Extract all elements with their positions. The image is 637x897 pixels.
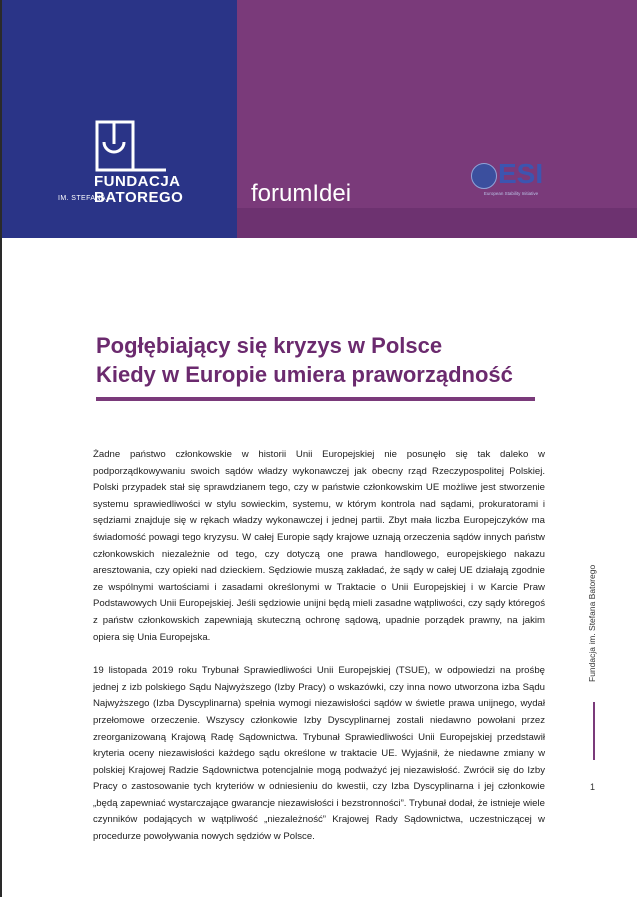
forum-idei-label: forumIdei — [251, 180, 352, 207]
paragraph-2: 19 listopada 2019 roku Trybunał Sprawiedliwości Unii Europejskiej (TSUE), w odpowiedzi na prośbę jednej z izb polskiego Sądu Najwyższego (Izby Pracy) o wskazówki, czy inna nowo utworzona izba Sądu Najwyższego (Izba Dyscyplinarna) spełnia wymogi niezawisłości sądów w świetle prawa unijnego, wydał przełomowe orzeczenie. Wszyscy członkowie Izby Dyscyplinarnej zostali niedawno powołani przez zreorganizowaną Krajową Radę Sądownictwa. Trybunał Sprawiedliwości Unii Europejskiej przedstawił kryteria oceny niezawisłości każdego sądu określone w traktacie UE. Wyjaśnił, że niedawne zmiany w polskiej Krajowej Radzie Sądownictwa potencjalnie mogą podważyć jej niezawisłość. Zwrócił się do Izby Pracy o zastosowanie tych kryteriów w odniesieniu do kwestii, czy Izba Dyscyplinarna i jej członkowie „będą zapewniać wystarczające gwarancje niezawisłości i bezstronności”. Trybunał dodał, że istnieje wiele czynników podających w wątpliwość „niezależność” Krajowej Rady Sądownictwa, uczestniczącej w procedurze powoływania nowych sędziów w Polsce. — [93, 665, 545, 843]
logo-text-fundacja: FUNDACJA — [94, 173, 181, 190]
fundacja-logo-icon — [94, 120, 174, 174]
esi-logo — [471, 160, 551, 206]
logo-text-batorego: BATOREGO — [94, 189, 184, 206]
sidebar-rule — [593, 702, 595, 760]
title-line-2: Kiedy w Europie umiera praworządność — [96, 362, 513, 387]
title-underline — [96, 397, 535, 401]
header-banner — [2, 0, 637, 238]
title-line-1: Pogłębiający się kryzys w Polsce — [96, 333, 443, 358]
page-title — [96, 331, 513, 389]
paragraph-1: Żadne państwo członkowskie w historii Unii Europejskiej nie posunęło się tak daleko w podporządkowywaniu swoich sądów władzy wykonawczej jak obecny rząd Rzeczypospolitej Polskiej. Polski przypadek stał się sprawdzianem tego, czy w państwie członkowskim UE możliwe jest stworzenie systemu sprawiedliwości w stylu sowieckim, systemu, w którym kontrola nad sądami, prokuratorami i sędziami znajduje się w rękach władzy wykonawczej i jednej partii. Zbyt mała liczba Europejczyków ma świadomość powagi tego kryzysu. W całej Europie sądy krajowe uznają orzeczenia sądów innych państw członkowskich niezależnie od tego, czy dotyczą one prawa handlowego, europejskiego nakazu aresztowania, czy opieki nad dzieckiem. Sędziowie muszą zakładać, że sądy w całej UE działają zgodnie ze wspólnymi wartościami i zasadami określonymi w Traktacie o Unii Europejskiej i w Karcie Praw Podstawowych Unii Europejskiej. Jeśli sędziowie unijni będą mieli zasadne wątpliwości, czy sądy któregoś z państw członkowskich zapewniają skuteczną ochronę sądową, upadnie porządek prawny, na jakim opiera się Unia Europejska. — [93, 449, 545, 643]
article-body — [93, 447, 545, 863]
header-purple-strip — [237, 208, 637, 238]
logo-text-im-stefana: IM. STEFANA — [58, 195, 106, 202]
page-number: 1 — [590, 782, 596, 792]
esi-logo-text: ESI — [498, 158, 544, 189]
sidebar-vertical-text: Fundacja im. Stefana Batorego — [587, 565, 597, 683]
esi-globe-icon — [471, 163, 497, 189]
esi-logo-subtitle: European Stability Initiative — [483, 191, 539, 196]
